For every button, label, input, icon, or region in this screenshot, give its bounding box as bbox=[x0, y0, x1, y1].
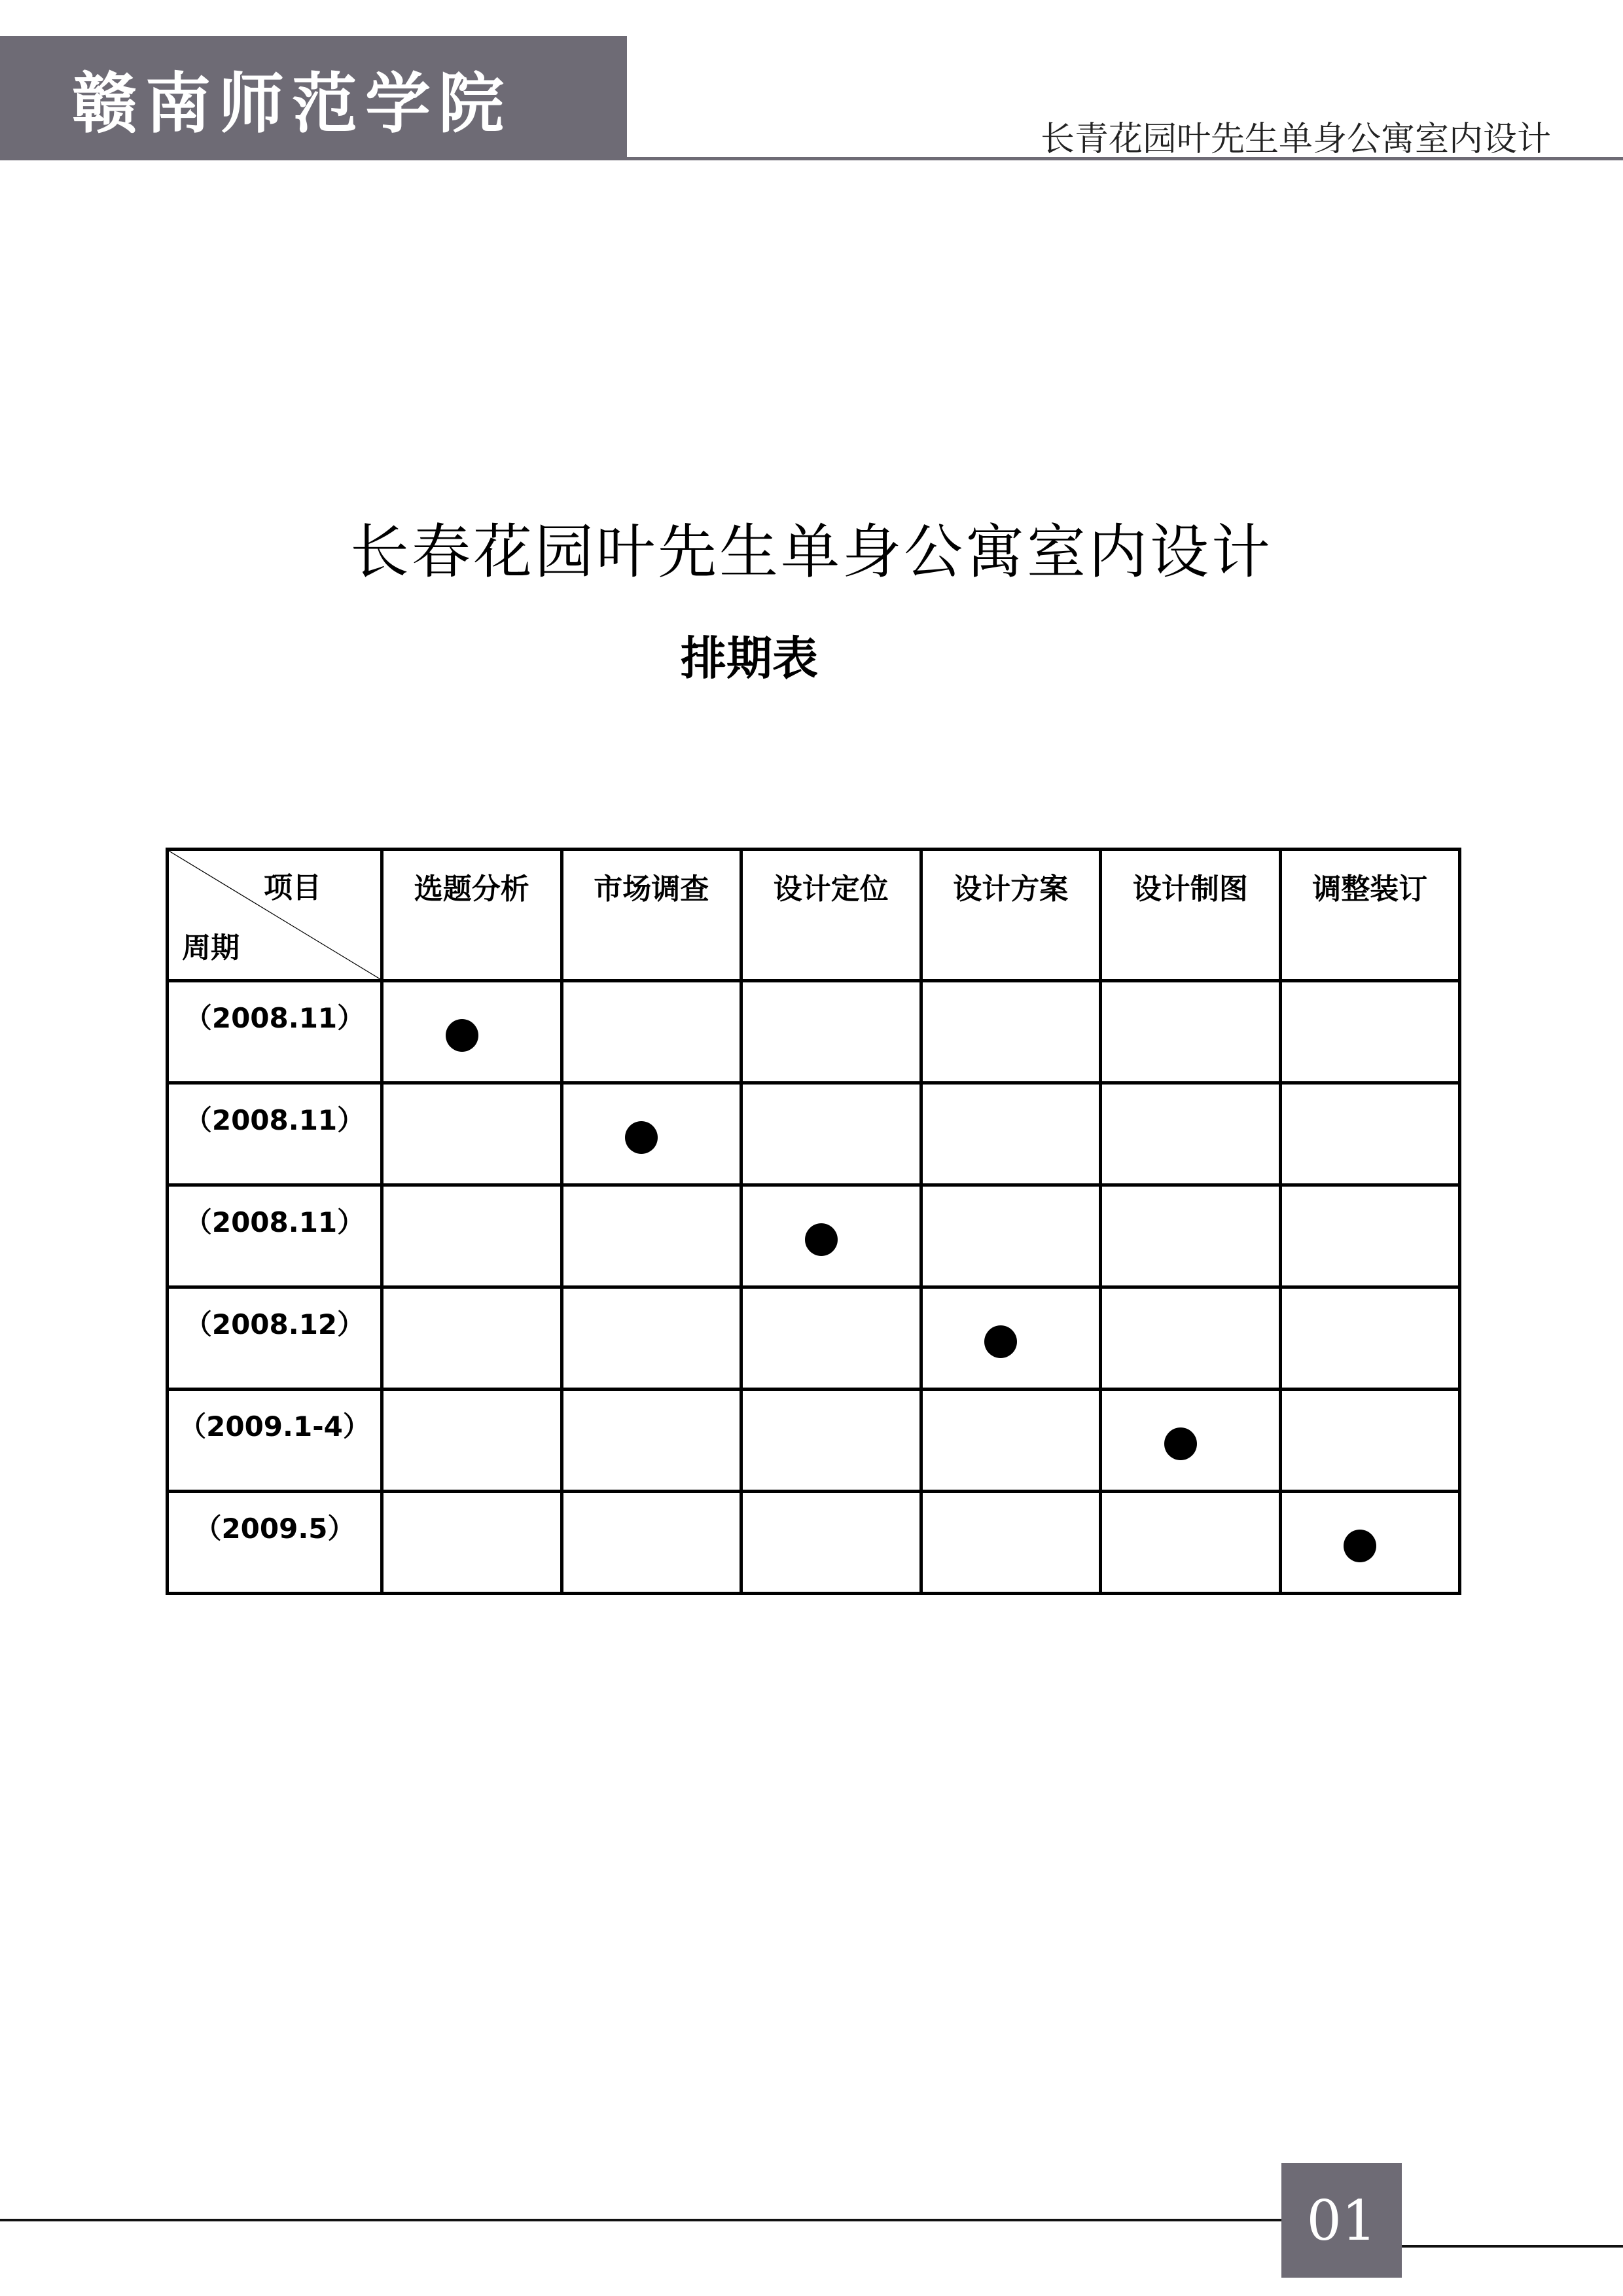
schedule-cell bbox=[921, 1185, 1101, 1287]
schedule-cell bbox=[562, 1492, 741, 1594]
schedule-cell bbox=[382, 1492, 562, 1594]
schedule-cell bbox=[1280, 981, 1460, 1083]
period-cell bbox=[168, 1287, 382, 1390]
schedule-cell bbox=[921, 1390, 1101, 1492]
footer-rule-right bbox=[1402, 2245, 1623, 2248]
schedule-cell bbox=[921, 1492, 1101, 1594]
table-row bbox=[168, 1287, 1460, 1390]
period-cell bbox=[168, 981, 382, 1083]
schedule-dot-icon bbox=[1344, 1530, 1376, 1562]
corner-label-period: 周期 bbox=[182, 931, 240, 965]
schedule-cell bbox=[1280, 1492, 1460, 1594]
schedule-cell bbox=[562, 1287, 741, 1390]
schedule-cell bbox=[1101, 1390, 1281, 1492]
table-row bbox=[168, 1185, 1460, 1287]
schedule-cell bbox=[1280, 1287, 1460, 1390]
column-header: 调整装订 bbox=[1280, 850, 1460, 981]
schedule-cell bbox=[382, 1185, 562, 1287]
schedule-cell bbox=[1280, 1390, 1460, 1492]
column-header: 设计制图 bbox=[1101, 850, 1281, 981]
schedule-cell bbox=[1280, 1185, 1460, 1287]
table-row bbox=[168, 981, 1460, 1083]
period-cell bbox=[168, 1492, 382, 1594]
period-label: （2008.11） bbox=[184, 1104, 365, 1136]
schedule-cell bbox=[1101, 1492, 1281, 1594]
document-title: 长春花园叶先生单身公寓室内设计 bbox=[350, 518, 1273, 586]
period-label: （2008.11） bbox=[184, 1206, 365, 1238]
column-header: 市场调查 bbox=[562, 850, 741, 981]
schedule-cell bbox=[921, 981, 1101, 1083]
table-row bbox=[168, 1492, 1460, 1594]
table-header-row bbox=[168, 850, 1460, 981]
schedule-cell bbox=[921, 1287, 1101, 1390]
schedule-cell bbox=[741, 981, 921, 1083]
schedule-table bbox=[166, 848, 1461, 1595]
schedule-cell bbox=[382, 1287, 562, 1390]
column-header: 选题分析 bbox=[382, 850, 562, 981]
schedule-cell bbox=[562, 1185, 741, 1287]
schedule-cell bbox=[1280, 1083, 1460, 1185]
header-banner bbox=[0, 36, 627, 160]
period-label: （2008.12） bbox=[184, 1308, 365, 1340]
period-cell bbox=[168, 1083, 382, 1185]
schedule-dot-icon bbox=[446, 1019, 478, 1052]
schedule-cell bbox=[382, 1083, 562, 1185]
schedule-dot-icon bbox=[1164, 1427, 1197, 1460]
schedule-cell bbox=[382, 1390, 562, 1492]
period-label: （2009.1-4） bbox=[179, 1410, 370, 1443]
document-subtitle: 排期表 bbox=[681, 632, 818, 685]
page-number: 01 bbox=[1281, 2163, 1402, 2278]
schedule-cell bbox=[1101, 1287, 1281, 1390]
schedule-dot-icon bbox=[625, 1121, 658, 1154]
header-subtitle: 长青花园叶先生单身公寓室内设计 bbox=[1040, 120, 1551, 159]
period-cell bbox=[168, 1185, 382, 1287]
corner-cell bbox=[168, 850, 382, 981]
schedule-cell bbox=[1101, 1185, 1281, 1287]
schedule-dot-icon bbox=[984, 1325, 1017, 1358]
schedule-cell bbox=[562, 1083, 741, 1185]
schedule-cell bbox=[1101, 981, 1281, 1083]
schedule-cell bbox=[741, 1083, 921, 1185]
table-row bbox=[168, 1390, 1460, 1492]
corner-label-item: 项目 bbox=[264, 871, 321, 905]
period-label: （2009.5） bbox=[194, 1513, 355, 1545]
footer-rule-left bbox=[0, 2219, 1281, 2221]
schedule-dot-icon bbox=[805, 1223, 838, 1256]
column-header: 设计方案 bbox=[921, 850, 1101, 981]
schedule-cell bbox=[562, 1390, 741, 1492]
schedule-cell bbox=[921, 1083, 1101, 1185]
schedule-cell bbox=[562, 981, 741, 1083]
school-logo-text: 赣南师范学院 bbox=[72, 65, 512, 142]
period-label: （2008.11） bbox=[184, 1002, 365, 1034]
schedule-cell bbox=[741, 1185, 921, 1287]
column-header: 设计定位 bbox=[741, 850, 921, 981]
schedule-cell bbox=[741, 1492, 921, 1594]
schedule-cell bbox=[382, 981, 562, 1083]
table-row bbox=[168, 1083, 1460, 1185]
schedule-cell bbox=[741, 1390, 921, 1492]
schedule-cell bbox=[1101, 1083, 1281, 1185]
period-cell bbox=[168, 1390, 382, 1492]
schedule-cell bbox=[741, 1287, 921, 1390]
